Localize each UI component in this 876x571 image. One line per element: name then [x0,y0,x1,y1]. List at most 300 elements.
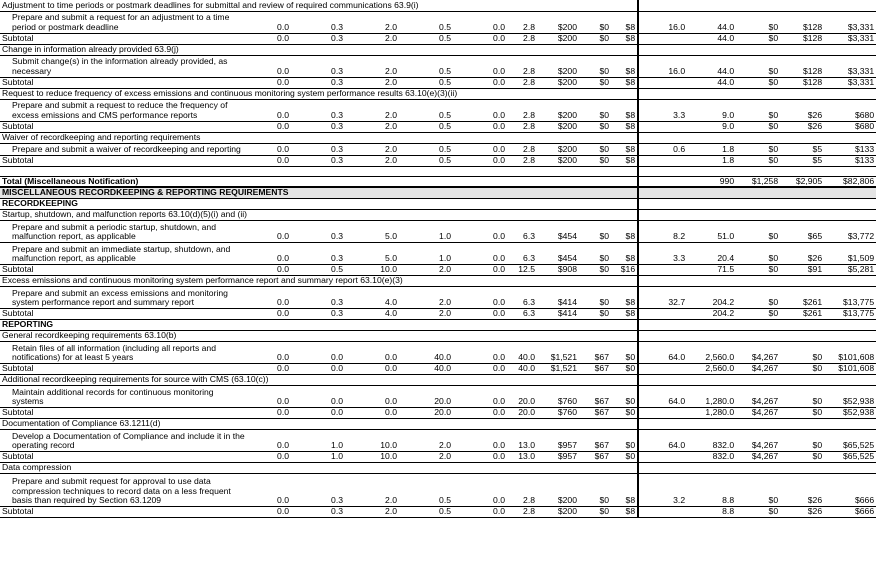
value-cell: 0.0 [453,451,507,462]
group-right-cell [638,0,876,11]
value-cell: 0.6 [638,143,687,155]
value-cell: 0.0 [453,242,507,264]
value-cell [399,176,453,187]
value-cell: 2.0 [345,77,399,88]
group-label: RECORDKEEPING [0,198,638,209]
value-cell: 0.0 [247,451,291,462]
value-cell: 0.5 [399,155,453,166]
group-header-row [0,374,876,385]
value-cell: $1,521 [537,341,579,363]
value-cell: 2.8 [507,121,537,132]
row-label: Subtotal [0,33,247,44]
value-cell: $4,267 [736,341,780,363]
group-right-cell [638,275,876,286]
category-header-row [0,319,876,330]
section-header-row [0,187,876,198]
value-cell: 20.0 [399,407,453,418]
value-cell: 71.5 [687,264,736,275]
value-cell: 20.0 [507,407,537,418]
value-cell: $0 [736,286,780,308]
value-cell [453,176,507,187]
item-row [0,143,876,155]
value-cell: 0.0 [453,264,507,275]
value-cell: $200 [537,473,579,506]
value-cell: $67 [579,429,611,451]
value-cell: $8 [611,155,638,166]
value-cell: $0 [611,385,638,407]
value-cell: 0.3 [291,143,345,155]
value-cell: $0 [611,363,638,374]
item-row [0,429,876,451]
value-cell: 40.0 [399,363,453,374]
value-cell: $16 [611,264,638,275]
value-cell: $91 [780,264,824,275]
value-cell: 6.3 [507,242,537,264]
group-label: Startup, shutdown, and malfunction reports 63.10(d)(5)(i) and (ii) [0,209,638,220]
value-cell: 2.8 [507,143,537,155]
value-cell: 4.0 [345,308,399,319]
value-cell: $0 [611,429,638,451]
value-cell: 2,560.0 [687,341,736,363]
value-cell: 2.0 [345,99,399,121]
value-cell: 20.0 [507,385,537,407]
group-header-row [0,209,876,220]
value-cell: $1,509 [824,242,876,264]
value-cell: $0 [736,506,780,517]
value-cell: 1.0 [399,220,453,242]
row-label: Maintain additional records for continuous monitoring systems [0,385,247,407]
value-cell: $4,267 [736,407,780,418]
row-label: Total (Miscellaneous Notification) [0,176,247,187]
value-cell: $200 [537,77,579,88]
value-cell: 0.0 [247,286,291,308]
value-cell: $0 [579,308,611,319]
value-cell: $200 [537,506,579,517]
value-cell: $0 [736,264,780,275]
blank-cell [638,166,876,176]
value-cell: 40.0 [399,341,453,363]
value-cell: $4,267 [736,451,780,462]
value-cell: 0.0 [453,363,507,374]
value-cell: 0.0 [247,33,291,44]
value-cell [611,176,638,187]
value-cell: 0.3 [291,11,345,33]
value-cell: 0.0 [247,363,291,374]
group-header-row [0,44,876,55]
value-cell [638,121,687,132]
value-cell: 6.3 [507,308,537,319]
value-cell: $26 [780,242,824,264]
group-header-row [0,330,876,341]
item-row [0,286,876,308]
value-cell: $957 [537,451,579,462]
value-cell: $680 [824,121,876,132]
value-cell: $0 [579,286,611,308]
value-cell: 2.8 [507,99,537,121]
value-cell: $3,331 [824,77,876,88]
value-cell: 0.0 [247,143,291,155]
value-cell: $0 [611,451,638,462]
group-header-row [0,418,876,429]
value-cell: 16.0 [638,55,687,77]
value-cell: 2.8 [507,155,537,166]
subtotal-row [0,121,876,132]
value-cell: 0.0 [345,363,399,374]
value-cell: $13,775 [824,286,876,308]
value-cell: $26 [780,99,824,121]
value-cell: $8 [611,77,638,88]
value-cell: 204.2 [687,286,736,308]
group-right-cell [638,418,876,429]
value-cell: 10.0 [345,429,399,451]
value-cell: $133 [824,155,876,166]
value-cell: 204.2 [687,308,736,319]
value-cell: $101,608 [824,363,876,374]
value-cell: 0.0 [453,121,507,132]
value-cell: 0.0 [453,155,507,166]
row-label: Prepare and submit a periodic startup, shutdown, and malfunction report, as applicable [0,220,247,242]
value-cell: $8 [611,220,638,242]
value-cell: 5.0 [345,242,399,264]
value-cell: 2.0 [345,473,399,506]
row-label: Prepare and submit request for approval to use data compression techniques to record data on a less frequent basis than required by Section 63.1209 [0,473,247,506]
value-cell: 0.0 [453,473,507,506]
value-cell: 0.3 [291,308,345,319]
value-cell: 0.0 [291,385,345,407]
value-cell: 20.0 [399,385,453,407]
row-label: Subtotal [0,363,247,374]
value-cell: 2.0 [399,451,453,462]
value-cell: 0.0 [453,286,507,308]
value-cell: $0 [736,143,780,155]
value-cell: $133 [824,143,876,155]
value-cell: 2.0 [399,286,453,308]
value-cell [638,506,687,517]
item-row [0,473,876,506]
value-cell: 0.3 [291,55,345,77]
value-cell: 0.5 [399,121,453,132]
value-cell: $0 [579,55,611,77]
value-cell: 1.0 [291,451,345,462]
value-cell: 0.5 [291,264,345,275]
group-label: Adjustment to time periods or postmark deadlines for submittal and review of required communications 63.9(i) [0,0,638,11]
value-cell: $5 [780,143,824,155]
item-row [0,385,876,407]
value-cell: 2.0 [399,308,453,319]
value-cell: $0 [736,242,780,264]
value-cell: $26 [780,121,824,132]
subtotal-row [0,363,876,374]
value-cell: 2.0 [399,264,453,275]
value-cell: $666 [824,506,876,517]
value-cell: 8.2 [638,220,687,242]
value-cell: $3,331 [824,33,876,44]
value-cell: 3.3 [638,242,687,264]
value-cell: 0.3 [291,242,345,264]
row-label: Prepare and submit an immediate startup, shutdown, and malfunction report, as applicable [0,242,247,264]
value-cell: 0.0 [453,55,507,77]
group-header-row [0,275,876,286]
value-cell: $200 [537,155,579,166]
value-cell: 0.0 [247,55,291,77]
value-cell: $8 [611,99,638,121]
value-cell: 0.0 [247,155,291,166]
value-cell: $454 [537,220,579,242]
value-cell: $0 [780,341,824,363]
value-cell: 9.0 [687,121,736,132]
value-cell: 2.0 [345,143,399,155]
value-cell: $67 [579,385,611,407]
value-cell: 0.0 [247,308,291,319]
subtotal-row [0,451,876,462]
value-cell: 32.7 [638,286,687,308]
value-cell: $0 [780,451,824,462]
value-cell: 1.8 [687,143,736,155]
value-cell: 0.0 [247,11,291,33]
value-cell: 0.3 [291,99,345,121]
value-cell: 2,560.0 [687,363,736,374]
value-cell: 40.0 [507,363,537,374]
value-cell: 0.3 [291,77,345,88]
value-cell: 0.3 [291,155,345,166]
value-cell: $101,608 [824,341,876,363]
value-cell: 2.0 [345,11,399,33]
value-cell: 10.0 [345,451,399,462]
value-cell: $3,331 [824,55,876,77]
value-cell [638,77,687,88]
value-cell: 0.0 [453,429,507,451]
value-cell: 0.0 [453,308,507,319]
row-label: Subtotal [0,155,247,166]
value-cell: $8 [611,33,638,44]
group-label: Additional recordkeeping requirements for source with CMS (63.10(c)) [0,374,638,385]
group-right-cell [638,88,876,99]
value-cell: $52,938 [824,385,876,407]
value-cell: $0 [780,429,824,451]
group-right-cell [638,209,876,220]
value-cell: 0.5 [399,33,453,44]
value-cell: 0.5 [399,506,453,517]
value-cell: 0.0 [345,385,399,407]
row-label: Retain files of all information (including all reports and notifications) for at least 5 years [0,341,247,363]
value-cell: $957 [537,429,579,451]
value-cell: 2.8 [507,473,537,506]
value-cell: $8 [611,121,638,132]
value-cell: 2.8 [507,506,537,517]
row-label: Subtotal [0,451,247,462]
group-right-cell [638,462,876,473]
value-cell: $0 [579,33,611,44]
subtotal-row [0,33,876,44]
value-cell: $414 [537,286,579,308]
value-cell: $0 [736,155,780,166]
row-label: Subtotal [0,264,247,275]
value-cell: $3,772 [824,220,876,242]
group-label: Excess emissions and continuous monitoring system performance report and summary report 63.10(e)(3) [0,275,638,286]
value-cell: $908 [537,264,579,275]
value-cell: 0.0 [453,220,507,242]
value-cell: 64.0 [638,385,687,407]
value-cell [537,176,579,187]
value-cell: 0.0 [345,341,399,363]
value-cell: $26 [780,506,824,517]
value-cell: 0.3 [291,220,345,242]
value-cell: $8 [611,286,638,308]
value-cell: $0 [579,121,611,132]
value-cell: $0 [736,99,780,121]
value-cell: $8 [611,11,638,33]
value-cell: $8 [611,242,638,264]
value-cell: 1,280.0 [687,407,736,418]
value-cell: 5.0 [345,220,399,242]
value-cell: 8.8 [687,473,736,506]
value-cell: 0.5 [399,473,453,506]
value-cell: 2.8 [507,55,537,77]
subtotal-row [0,407,876,418]
value-cell: $454 [537,242,579,264]
value-cell: $0 [579,155,611,166]
value-cell: $5 [780,155,824,166]
value-cell: 0.0 [291,341,345,363]
row-label: Prepare and submit an excess emissions and monitoring system performance report and summary report [0,286,247,308]
row-label: Prepare and submit a waiver of recordkeeping and reporting [0,143,247,155]
value-cell: 8.8 [687,506,736,517]
value-cell: 0.0 [453,341,507,363]
group-right-cell [638,44,876,55]
value-cell: $261 [780,286,824,308]
row-label: Prepare and submit a request for an adjustment to a time period or postmark deadline [0,11,247,33]
group-label: REPORTING [0,319,638,330]
value-cell [638,308,687,319]
value-cell: $0 [736,55,780,77]
value-cell: $5,281 [824,264,876,275]
value-cell: $65 [780,220,824,242]
value-cell: 13.0 [507,429,537,451]
value-cell: 990 [687,176,736,187]
value-cell: 0.5 [399,11,453,33]
value-cell: 0.3 [291,286,345,308]
item-row [0,242,876,264]
value-cell: $2,905 [780,176,824,187]
value-cell: 1,280.0 [687,385,736,407]
value-cell: 0.0 [453,506,507,517]
value-cell: 0.0 [247,99,291,121]
value-cell: $65,525 [824,451,876,462]
group-label: Request to reduce frequency of excess emissions and continuous monitoring system performance results 63.10(e)(3)(ii) [0,88,638,99]
value-cell: $0 [780,407,824,418]
value-cell [507,176,537,187]
value-cell: 0.0 [247,385,291,407]
value-cell: 64.0 [638,429,687,451]
value-cell: $67 [579,341,611,363]
value-cell [638,363,687,374]
value-cell: 3.3 [638,99,687,121]
value-cell: $0 [736,220,780,242]
value-cell: $82,806 [824,176,876,187]
value-cell: $0 [579,220,611,242]
row-label: Subtotal [0,407,247,418]
value-cell: 0.0 [345,407,399,418]
group-label: General recordkeeping requirements 63.10(b) [0,330,638,341]
value-cell: $1,521 [537,363,579,374]
value-cell: $26 [780,473,824,506]
value-cell: $8 [611,473,638,506]
row-label: Subtotal [0,77,247,88]
item-row [0,55,876,77]
value-cell: 2.8 [507,11,537,33]
value-cell: 1.0 [399,242,453,264]
group-header-row [0,462,876,473]
value-cell [638,451,687,462]
row-label: Subtotal [0,121,247,132]
value-cell: $760 [537,385,579,407]
value-cell: $67 [579,407,611,418]
value-cell [638,176,687,187]
value-cell: $8 [611,143,638,155]
value-cell: 12.5 [507,264,537,275]
value-cell: $200 [537,99,579,121]
value-cell: 0.5 [399,99,453,121]
value-cell: 0.0 [291,363,345,374]
value-cell: 0.0 [453,407,507,418]
value-cell: 0.0 [453,77,507,88]
value-cell: $13,775 [824,308,876,319]
value-cell: $4,267 [736,363,780,374]
group-right-cell [638,187,876,198]
value-cell: 13.0 [507,451,537,462]
value-cell [345,176,399,187]
value-cell: $0 [579,11,611,33]
value-cell: $67 [579,451,611,462]
value-cell: $8 [611,308,638,319]
value-cell: 6.3 [507,220,537,242]
value-cell: $67 [579,363,611,374]
value-cell: $760 [537,407,579,418]
value-cell: $128 [780,11,824,33]
value-cell: 6.3 [507,286,537,308]
value-cell: 0.0 [247,473,291,506]
group-label: Data compression [0,462,638,473]
value-cell [247,176,291,187]
value-cell: 4.0 [345,286,399,308]
value-cell: $0 [611,341,638,363]
value-cell: $0 [579,99,611,121]
value-cell: 0.3 [291,473,345,506]
value-cell: 0.3 [291,121,345,132]
subtotal-row [0,506,876,517]
value-cell: 9.0 [687,99,736,121]
value-cell: 20.4 [687,242,736,264]
value-cell: 2.0 [345,55,399,77]
group-right-cell [638,132,876,143]
value-cell: $414 [537,308,579,319]
value-cell: $1,258 [736,176,780,187]
blank-cell [0,166,638,176]
group-label: Documentation of Compliance 63.1211(d) [0,418,638,429]
value-cell: $0 [736,11,780,33]
group-header-row [0,0,876,11]
item-row [0,341,876,363]
value-cell: 0.0 [247,341,291,363]
group-label: Waiver of recordkeeping and reporting requirements [0,132,638,143]
row-label: Develop a Documentation of Compliance and include it in the operating record [0,429,247,451]
value-cell: 0.0 [247,506,291,517]
value-cell: 10.0 [345,264,399,275]
value-cell: 0.3 [291,506,345,517]
value-cell [638,33,687,44]
value-cell: 2.0 [345,121,399,132]
category-header-row [0,198,876,209]
